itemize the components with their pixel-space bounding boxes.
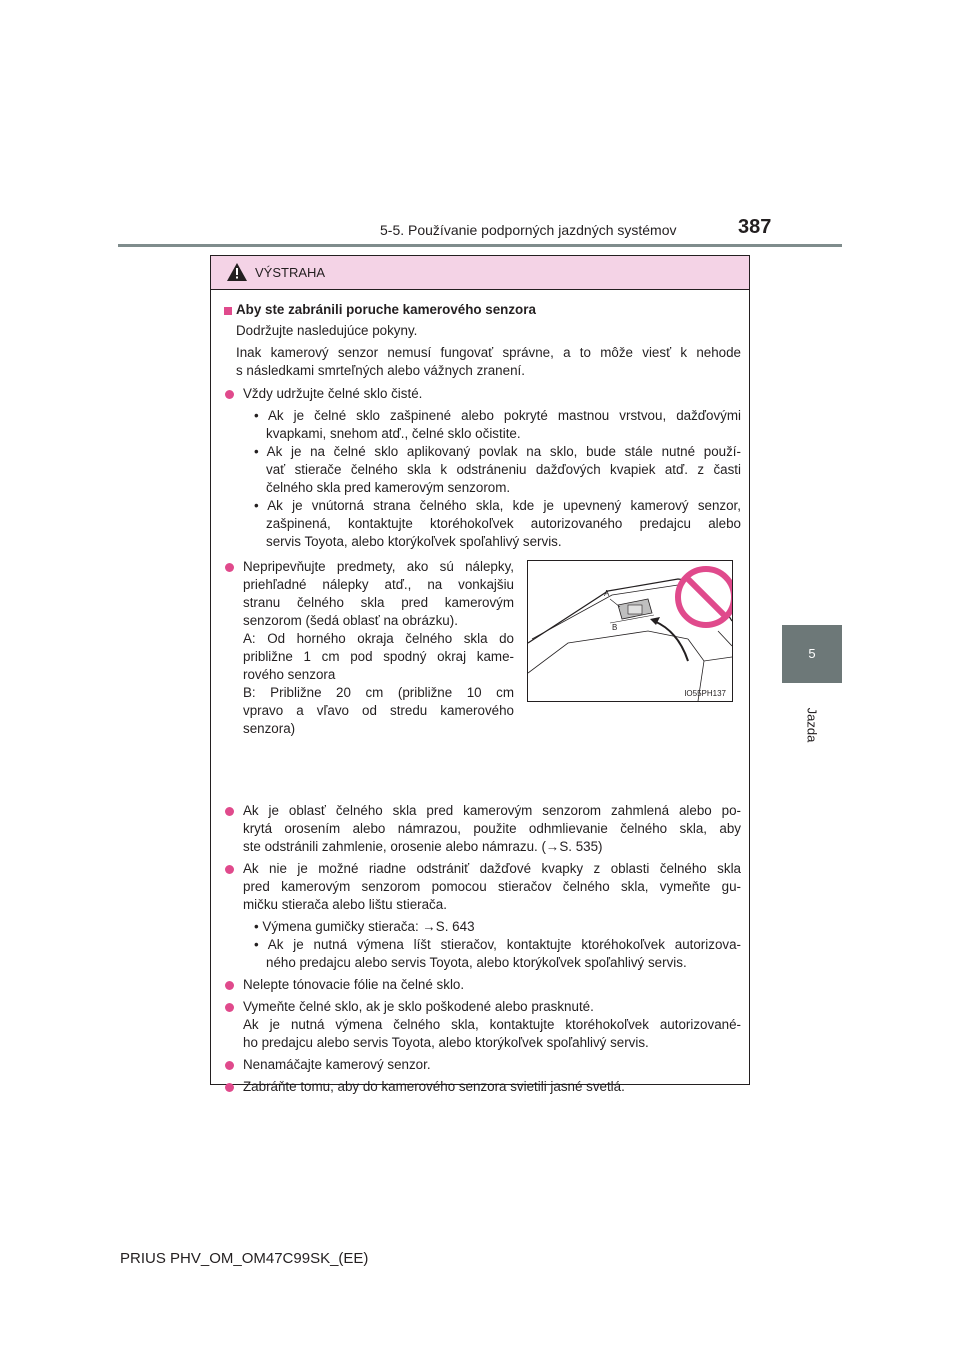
chapter-tab: 5 — [782, 625, 842, 683]
section-title: 5-5. Používanie podporných jazdných systémov — [380, 222, 677, 238]
warning-header — [211, 256, 749, 290]
bullet-text: Nepripevňujte predmety, ako sú nálepky, — [243, 559, 514, 574]
bullet-text: priehľadné nálepky atď., na vonkajšiu — [243, 577, 514, 592]
square-bullet-icon — [224, 307, 232, 315]
chapter-label — [781, 690, 843, 760]
intro-text: s následkami smrteľných alebo vážnych zranení. — [236, 363, 525, 378]
chapter-label-text: Jazda — [804, 707, 820, 743]
doc-code: PRIUS PHV_OM_OM47C99SK_(EE) — [120, 1250, 369, 1267]
bullet-text: A: Od horného okraja čelného skla do — [243, 631, 514, 646]
bullet-text: Vymeňte čelné sklo, ak je sklo poškodené alebo prasknuté. — [243, 999, 594, 1014]
sub-bullet-text: vať stierače čelného skla k odstráneniu dažďových kvapiek atď. z časti — [266, 462, 741, 477]
bullet-text: stranu čelného skla pred kamerovým — [243, 595, 514, 610]
bullet-text: pred kamerovým senzorom pomocou stieračov čelného skla, vymeňte gu- — [243, 879, 741, 894]
bullet-text: Nelepte tónovacie fólie na čelné sklo. — [243, 977, 465, 992]
warning-icon — [227, 263, 247, 281]
sub-bullet-text: servis Toyota, alebo ktorýkoľvek spoľahlivý servis. — [266, 534, 562, 549]
illustration-code: IO55PH137 — [684, 689, 726, 698]
intro-text: Inak kamerový senzor nemusí fungovať správne, a to môže viesť k nehode — [236, 345, 741, 360]
bullet-text: Ak nie je možné riadne odstrániť dažďové kvapky z oblasti čelného skla — [243, 861, 741, 876]
sub-bullet-text: kvapkami, snehom atď., čelné sklo očistite. — [266, 426, 521, 441]
bullet-icon — [225, 807, 234, 816]
warning-heading: Aby ste zabránili poruche kamerového senzora — [236, 302, 536, 317]
bullet-text: B: Približne 20 cm (približne 10 cm — [243, 685, 514, 700]
intro-text: Dodržujte nasledujúce pokyny. — [236, 323, 418, 338]
windshield-illustration — [527, 560, 733, 702]
bullet-text: Vždy udržujte čelné sklo čisté. — [243, 386, 423, 401]
bullet-icon — [225, 1061, 234, 1070]
bullet-text: senzorom (šedá oblasť na obrázku). — [243, 613, 458, 628]
sub-bullet-text: • Ak je nutná výmena líšt stieračov, kontaktujte ktoréhokoľvek autorizova- — [254, 937, 741, 952]
page-number: 387 — [738, 216, 772, 238]
header-divider — [118, 244, 842, 247]
label-b: B — [612, 623, 618, 632]
bullet-text: ho predajcu alebo servis Toyota, alebo ktorýkoľvek spoľahlivý servis. — [243, 1035, 649, 1050]
bullet-text: ste odstránili zahmlenie, orosenie alebo námrazu. (→S. 535) — [243, 839, 603, 854]
bullet-text: približne 1 cm pod spodný okraj kame- — [243, 649, 514, 664]
bullet-icon — [225, 1003, 234, 1012]
bullet-icon — [225, 1083, 234, 1092]
bullet-text: mičku stierača alebo lištu stierača. — [243, 897, 447, 912]
sub-bullet-text: • Výmena gumičky stierača: →S. 643 — [254, 919, 475, 934]
bullet-text: senzora) — [243, 721, 296, 736]
bullet-icon — [225, 390, 234, 399]
sub-bullet-text: • Ak je vnútorná strana čelného skla, kde je upevnený kamerový senzor, — [254, 498, 741, 513]
bullet-text: Nenamáčajte kamerový senzor. — [243, 1057, 431, 1072]
bullet-text: krytá orosením alebo námrazou, použite odhmlievanie čelného skla, aby — [243, 821, 741, 836]
sub-bullet-text: čelného skla pred kamerovým senzorom. — [266, 480, 511, 495]
bullet-text: Ak je nutná výmena čelného skla, kontaktujte ktoréhokoľvek autorizované- — [243, 1017, 741, 1032]
bullet-icon — [225, 981, 234, 990]
bullet-icon — [225, 865, 234, 874]
sub-bullet-text: zašpinená, kontaktujte ktoréhokoľvek autorizovaného predajcu alebo — [266, 516, 741, 531]
sub-bullet-text: • Ak je čelné sklo zašpinené alebo pokryté mastnou vrstvou, dažďovými — [254, 408, 741, 423]
windshield-drawing — [528, 561, 732, 701]
sub-bullet-text: ného predajcu alebo servis Toyota, alebo ktorýkoľvek spoľahlivý servis. — [266, 955, 687, 970]
bullet-icon — [225, 563, 234, 572]
bullet-text: rového senzora — [243, 667, 336, 682]
bullet-text: vpravo a vľavo od stredu kamerového — [243, 703, 514, 718]
bullet-text: Zabráňte tomu, aby do kamerového senzora svietili jasné svetlá. — [243, 1079, 625, 1094]
warning-title: VÝSTRAHA — [255, 265, 326, 280]
label-a: A — [604, 589, 610, 598]
bullet-text: Ak je oblasť čelného skla pred kamerovým senzorom zahmlená alebo po- — [243, 803, 741, 818]
sub-bullet-text: • Ak je na čelné sklo aplikovaný povlak na sklo, bude stále nutné použí- — [254, 444, 741, 459]
warning-box — [210, 255, 750, 1094]
